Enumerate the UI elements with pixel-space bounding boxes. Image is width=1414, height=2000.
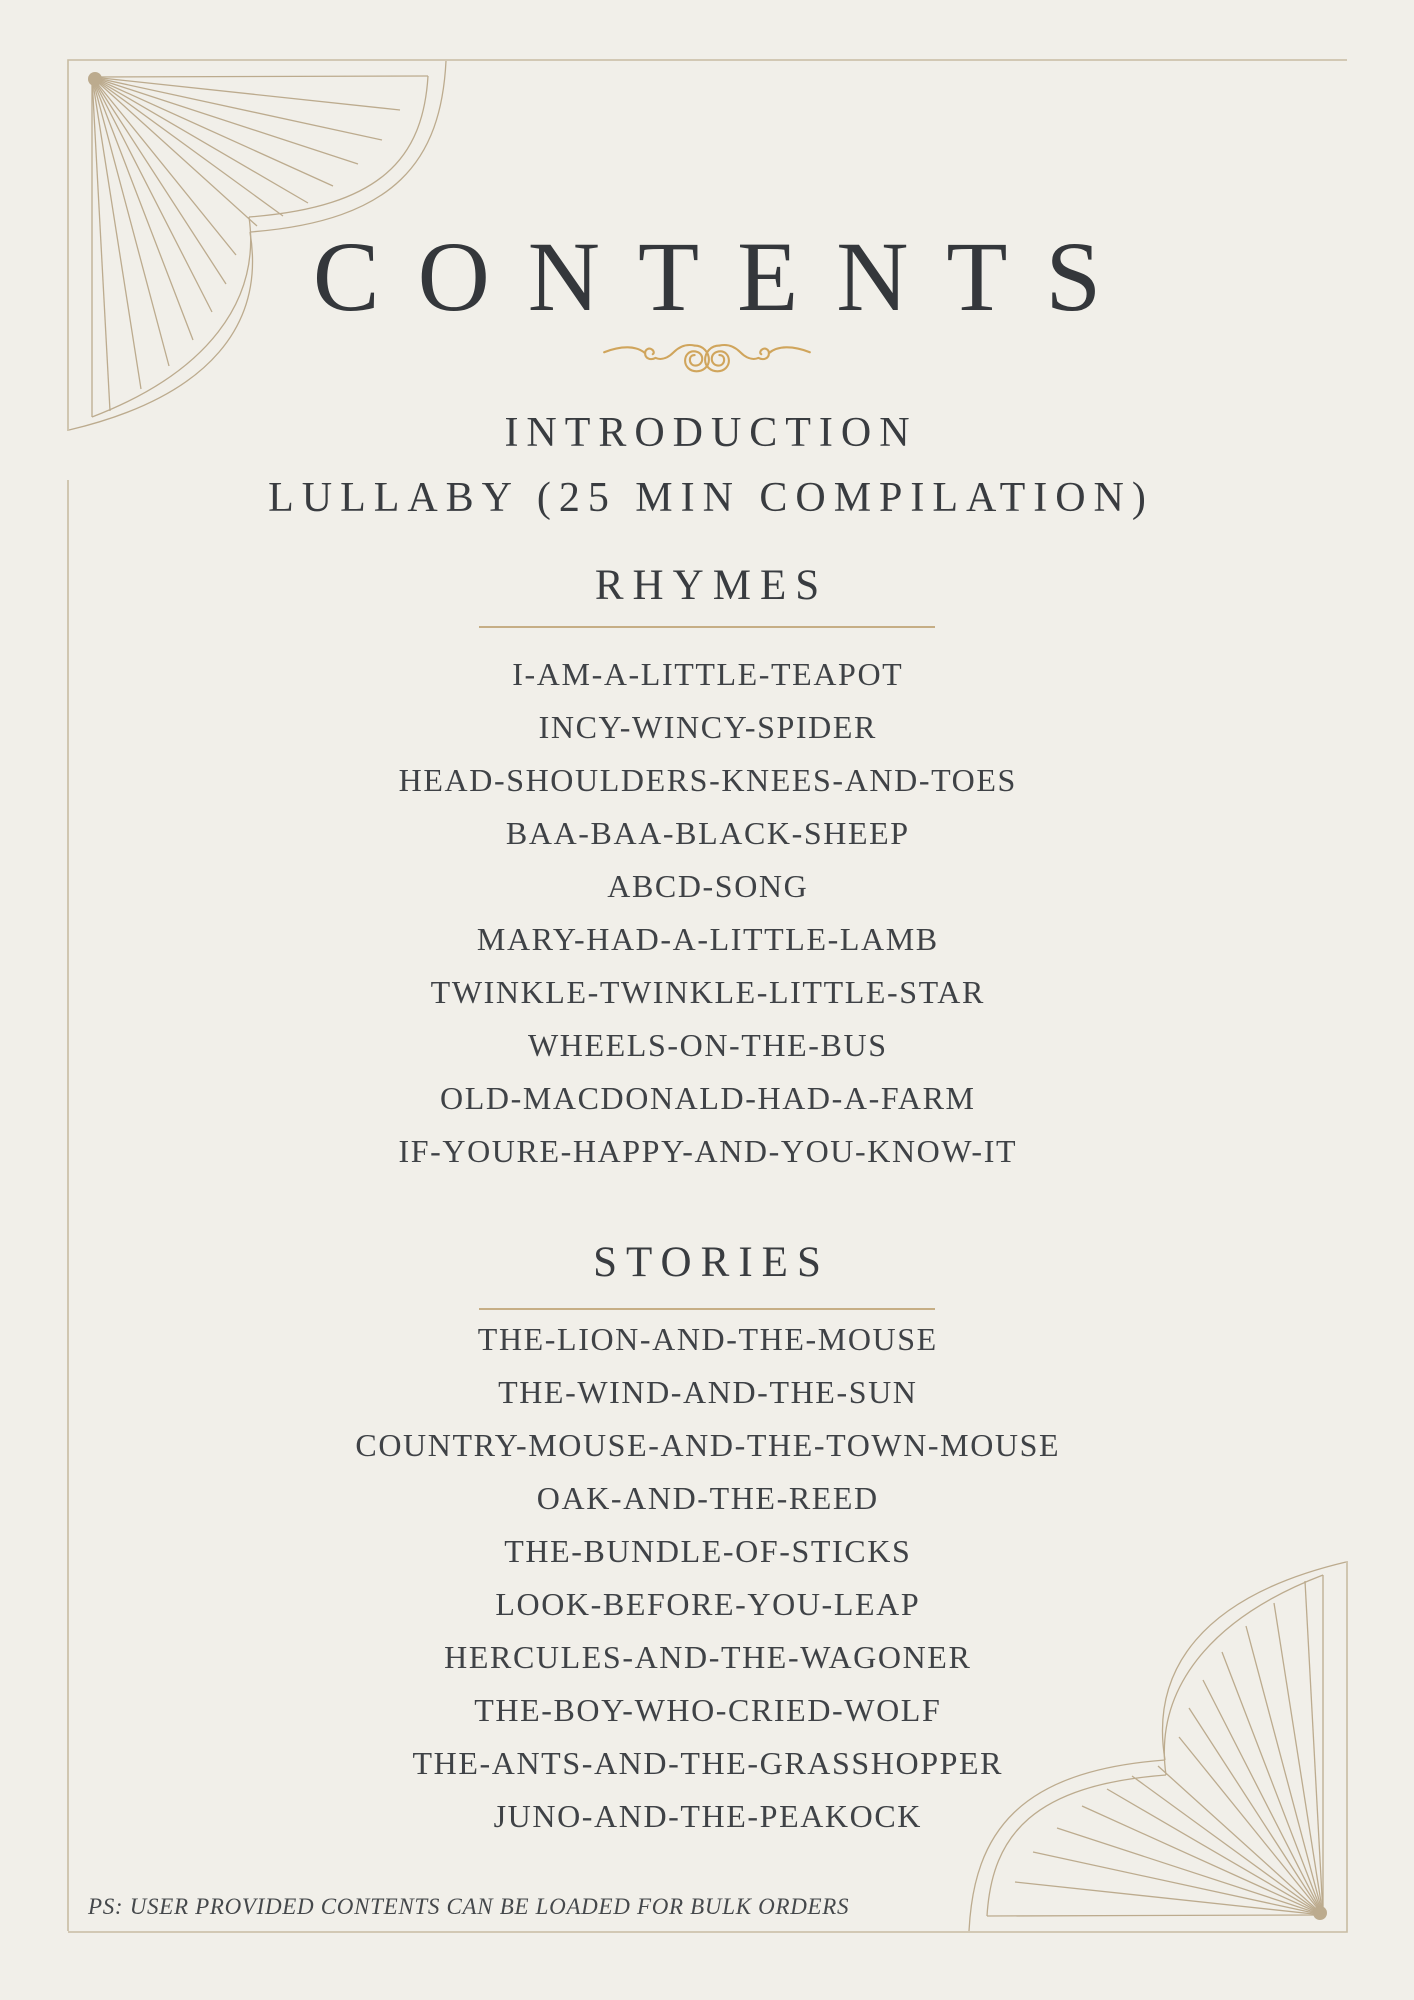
list-item: THE-BOY-WHO-CRIED-WOLF bbox=[474, 1692, 942, 1728]
list-item: MARY-HAD-A-LITTLE-LAMB bbox=[476, 921, 939, 957]
page-title: CONTENTS bbox=[312, 221, 1140, 332]
section-heading-stories: STORIES bbox=[593, 1239, 830, 1286]
list-item: OAK-AND-THE-REED bbox=[536, 1480, 879, 1516]
list-item: HEAD-SHOULDERS-KNEES-AND-TOES bbox=[398, 762, 1017, 798]
list-item: THE-LION-AND-THE-MOUSE bbox=[477, 1321, 938, 1357]
list-item: BAA-BAA-BLACK-SHEEP bbox=[505, 815, 910, 851]
list-item: WHEELS-ON-THE-BUS bbox=[528, 1027, 888, 1063]
section-rule bbox=[479, 1308, 935, 1310]
footer-note: PS: USER PROVIDED CONTENTS CAN BE LOADED FOR BULK ORDERS bbox=[88, 1894, 850, 1919]
list-item: THE-BUNDLE-OF-STICKS bbox=[504, 1533, 912, 1569]
list-item: IF-YOURE-HAPPY-AND-YOU-KNOW-IT bbox=[398, 1133, 1018, 1169]
toc-item-lullaby: LULLABY (25 MIN COMPILATION) bbox=[268, 475, 1154, 521]
list-item: THE-WIND-AND-THE-SUN bbox=[498, 1374, 918, 1410]
list-item: LOOK-BEFORE-YOU-LEAP bbox=[495, 1586, 921, 1622]
list-item: OLD-MACDONALD-HAD-A-FARM bbox=[440, 1080, 976, 1116]
section-heading-rhymes: RHYMES bbox=[594, 562, 829, 609]
list-item: I-AM-A-LITTLE-TEAPOT bbox=[512, 656, 904, 692]
scroll-flourish-icon bbox=[602, 337, 812, 377]
list-item: THE-ANTS-AND-THE-GRASSHOPPER bbox=[412, 1745, 1004, 1781]
list-item: HERCULES-AND-THE-WAGONER bbox=[444, 1639, 972, 1675]
stories-list bbox=[0, 1313, 1414, 1843]
list-item: COUNTRY-MOUSE-AND-THE-TOWN-MOUSE bbox=[355, 1427, 1061, 1463]
rhymes-list bbox=[0, 648, 1414, 1178]
list-item: ABCD-SONG bbox=[607, 868, 809, 904]
toc-item-introduction: INTRODUCTION bbox=[504, 410, 918, 456]
list-item: INCY-WINCY-SPIDER bbox=[538, 709, 877, 745]
list-item: TWINKLE-TWINKLE-LITTLE-STAR bbox=[430, 974, 985, 1010]
section-rule bbox=[479, 626, 935, 628]
list-item: JUNO-AND-THE-PEAKOCK bbox=[493, 1798, 922, 1834]
